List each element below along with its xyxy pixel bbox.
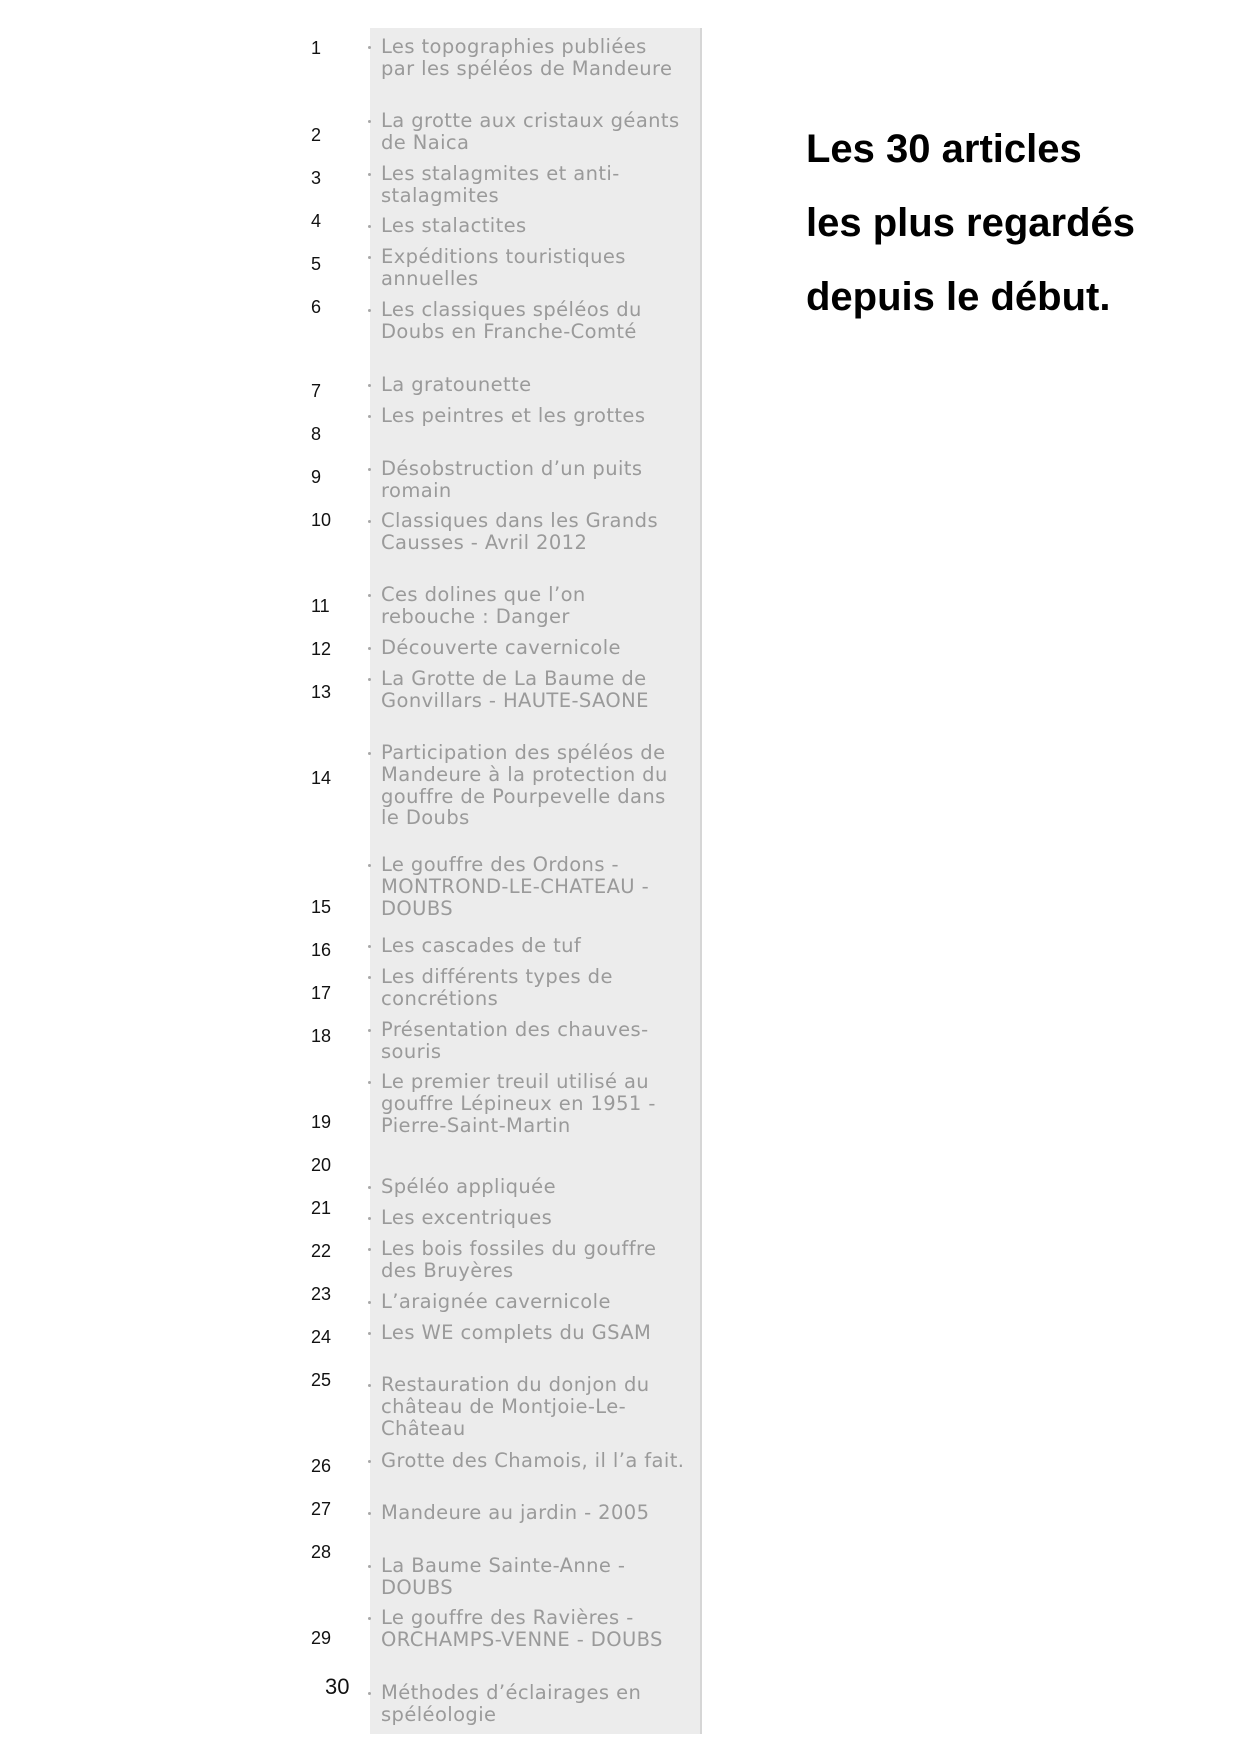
article-item[interactable]	[370, 1450, 690, 1472]
rank-number: 23	[311, 1284, 332, 1304]
rank-number: 22	[311, 1241, 332, 1261]
bullet-icon	[368, 752, 371, 755]
bullet-icon	[368, 1301, 371, 1304]
article-item[interactable]	[370, 1322, 690, 1344]
article-item[interactable]	[370, 299, 690, 343]
rank-number: 16	[311, 940, 332, 960]
article-link[interactable]: Spéléo appliquée	[381, 1175, 556, 1198]
bullet-icon	[368, 594, 371, 597]
article-item[interactable]	[370, 405, 690, 427]
article-link[interactable]: Méthodes d’éclairages en spéléologie	[381, 1681, 642, 1726]
article-link[interactable]: Le gouffre des Ordons - MONTROND-LE-CHATEAU - DOUBS	[381, 853, 650, 920]
article-item[interactable]	[370, 246, 690, 290]
article-item[interactable]	[370, 36, 690, 80]
article-link[interactable]: Les peintres et les grottes	[381, 404, 646, 427]
article-link[interactable]: Les stalagmites et anti-stalagmites	[381, 162, 620, 207]
article-item[interactable]	[370, 1019, 690, 1063]
article-link[interactable]: Les différents types de concrétions	[381, 965, 613, 1010]
bullet-icon	[368, 384, 371, 387]
article-link[interactable]: Les excentriques	[381, 1206, 553, 1229]
article-link[interactable]: Les cascades de tuf	[381, 934, 582, 957]
rank-number: 13	[311, 682, 332, 702]
article-item[interactable]	[370, 1291, 690, 1313]
bullet-icon	[368, 256, 371, 259]
article-link[interactable]: Les stalactites	[381, 214, 527, 237]
rank-number: 10	[311, 510, 332, 530]
article-item[interactable]	[370, 374, 690, 396]
page-heading	[806, 112, 1226, 334]
rank-number: 6	[311, 297, 322, 317]
rank-number: 11	[311, 596, 330, 616]
article-link[interactable]: Participation des spéléos de Mandeure à la protection du gouffre de Pourpevelle dans le Doubs	[381, 741, 668, 830]
article-item[interactable]	[370, 1176, 690, 1198]
bullet-icon	[368, 1029, 371, 1032]
rank-number: 26	[311, 1456, 332, 1476]
article-link[interactable]: La Grotte de La Baume de Gonvillars - HAUTE-SAONE	[381, 667, 649, 712]
rank-number: 29	[311, 1628, 332, 1648]
rank-number: 3	[311, 168, 322, 188]
article-item[interactable]	[370, 163, 690, 207]
rank-number: 4	[311, 211, 322, 231]
rank-number: 15	[311, 897, 332, 917]
article-link[interactable]: Classiques dans les Grands Causses - Avril 2012	[381, 509, 659, 554]
bullet-icon	[368, 46, 371, 49]
article-link[interactable]: Présentation des chauves-souris	[381, 1018, 649, 1063]
bullet-icon	[368, 1692, 371, 1695]
article-item[interactable]	[370, 742, 690, 829]
rank-number: 8	[311, 424, 322, 444]
bullet-icon	[368, 120, 371, 123]
bullet-icon	[368, 1248, 371, 1251]
article-link[interactable]: Ces dolines que l’on rebouche : Danger	[381, 583, 586, 628]
article-item[interactable]	[370, 1502, 690, 1524]
rank-number: 20	[311, 1155, 332, 1175]
article-item[interactable]	[370, 1207, 690, 1229]
rank-number: 25	[311, 1370, 332, 1390]
bullet-icon	[368, 309, 371, 312]
article-item[interactable]	[370, 966, 690, 1010]
bullet-icon	[368, 1460, 371, 1463]
bullet-icon	[368, 415, 371, 418]
rank-number: 9	[311, 467, 322, 487]
bullet-icon	[368, 1384, 371, 1387]
article-link[interactable]: Le premier treuil utilisé au gouffre Lépineux en 1951 - Pierre-Saint-Martin	[381, 1070, 656, 1137]
article-item[interactable]	[370, 1682, 690, 1726]
article-item[interactable]	[370, 510, 690, 554]
rank-number: 18	[311, 1026, 332, 1046]
bullet-icon	[368, 1512, 371, 1515]
bullet-icon	[368, 1565, 371, 1568]
article-item[interactable]	[370, 1071, 690, 1136]
rank-number: 24	[311, 1327, 332, 1347]
article-link[interactable]: Les topographies publiées par les spéléos de Mandeure	[381, 35, 673, 80]
rank-number: 17	[311, 983, 332, 1003]
rank-number: 14	[311, 768, 332, 788]
bullet-icon	[368, 678, 371, 681]
article-item[interactable]	[370, 110, 690, 154]
bullet-icon	[368, 468, 371, 471]
article-item[interactable]	[370, 1374, 690, 1439]
article-item[interactable]	[370, 584, 690, 628]
rank-number: 1	[311, 38, 322, 58]
article-link[interactable]: L’araignée cavernicole	[381, 1290, 611, 1313]
rank-number: 28	[311, 1542, 332, 1562]
article-link[interactable]: Les bois fossiles du gouffre des Bruyères	[381, 1237, 657, 1282]
bullet-icon	[368, 1332, 371, 1335]
heading-line-2: les plus regardés	[806, 201, 1136, 245]
article-link[interactable]: La gratounette	[381, 373, 532, 396]
bullet-icon	[368, 520, 371, 523]
article-link[interactable]: La Baume Sainte-Anne - DOUBS	[381, 1554, 626, 1599]
article-link[interactable]: Découverte cavernicole	[381, 636, 621, 659]
article-link[interactable]: Grotte des Chamois, il l’a fait.	[381, 1449, 685, 1472]
article-link[interactable]: La grotte aux cristaux géants de Naica	[381, 109, 680, 154]
article-item[interactable]	[370, 854, 690, 919]
bullet-icon	[368, 173, 371, 176]
article-item[interactable]	[370, 1555, 690, 1599]
article-item[interactable]	[370, 1607, 690, 1651]
bullet-icon	[368, 976, 371, 979]
article-link[interactable]: Expéditions touristiques annuelles	[381, 245, 626, 290]
article-link[interactable]: Le gouffre des Ravières - ORCHAMPS-VENNE - DOUBS	[381, 1606, 663, 1651]
rank-number: 12	[311, 639, 332, 659]
heading-line-1: Les 30 articles	[806, 127, 1082, 171]
rank-number: 21	[311, 1198, 332, 1218]
rank-number: 19	[311, 1112, 332, 1132]
article-link[interactable]: Les classiques spéléos du Doubs en Franche-Comté	[381, 298, 642, 343]
article-link[interactable]: Les WE complets du GSAM	[381, 1321, 652, 1344]
bullet-icon	[368, 1617, 371, 1620]
article-item[interactable]	[370, 215, 690, 237]
rank-number: 7	[311, 381, 322, 401]
bullet-icon	[368, 647, 371, 650]
rank-number: 2	[311, 125, 322, 145]
rank-number: 30	[325, 1674, 350, 1699]
bullet-icon	[368, 864, 371, 867]
bullet-icon	[368, 1081, 371, 1084]
article-item[interactable]	[370, 458, 690, 502]
article-link[interactable]: Désobstruction d’un puits romain	[381, 457, 643, 502]
bullet-icon	[368, 1217, 371, 1220]
bullet-icon	[368, 945, 371, 948]
rank-number: 27	[311, 1499, 332, 1519]
bullet-icon	[368, 1186, 371, 1189]
article-item[interactable]	[370, 1238, 690, 1282]
bullet-icon	[368, 225, 371, 228]
article-item[interactable]	[370, 637, 690, 659]
article-link[interactable]: Restauration du donjon du château de Montjoie-Le-Château	[381, 1373, 650, 1440]
rank-number: 5	[311, 254, 322, 274]
article-item[interactable]	[370, 935, 690, 957]
article-link[interactable]: Mandeure au jardin - 2005	[381, 1501, 650, 1524]
article-item[interactable]	[370, 668, 690, 712]
heading-line-3: depuis le début.	[806, 275, 1111, 319]
